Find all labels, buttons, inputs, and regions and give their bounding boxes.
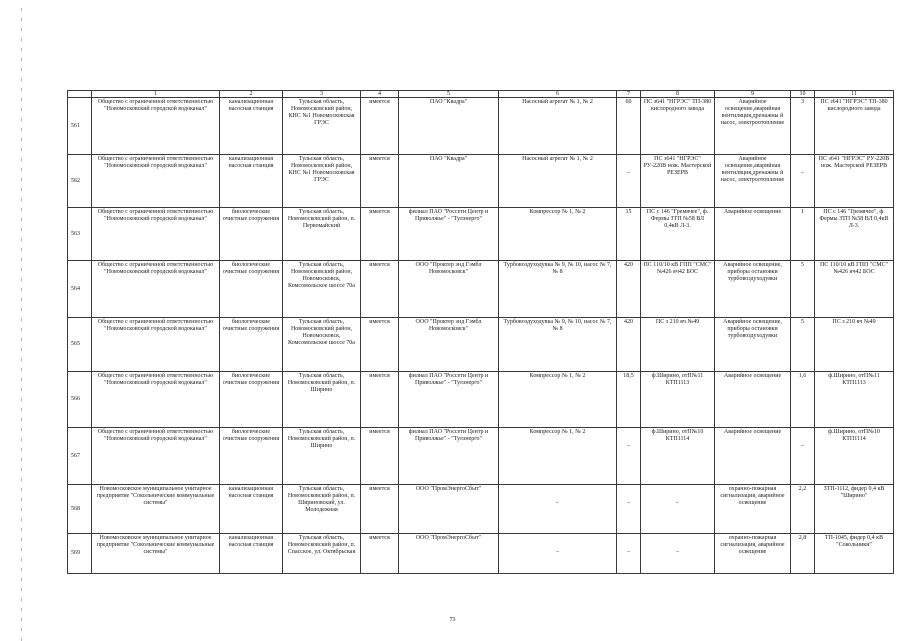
row-number: 562 — [68, 155, 92, 208]
cell-c9: Аварийное освещение, приборы остановки турбовоздуходувки — [715, 261, 791, 318]
cell-c10: 1 — [791, 208, 815, 261]
cell-c4: имеется — [361, 534, 399, 574]
cell-c8 — [641, 534, 715, 574]
row-number: 564 — [68, 261, 92, 318]
cell-c8: ПС з641 "НГРЭС" ТП-380 кислородного завода — [641, 98, 715, 155]
row-number: 565 — [68, 318, 92, 372]
cell-c9: Аварийное освещение,аварийная вентиляция,дренажны й насос, электроотопление — [715, 155, 791, 208]
cell-c11: ЗТП-1112, фидер 0,4 кВ "Ширино" — [815, 485, 894, 534]
cell-c6: Насосный агрегат № 1, № 2 — [499, 155, 617, 208]
dash-value: – — [627, 549, 630, 555]
cell-c10 — [791, 155, 815, 208]
column-header-2: 2 — [220, 91, 283, 98]
dash-value: – — [801, 170, 804, 176]
cell-c11: ПС з641 "НГРЭС" ТП-380 кислородного завода — [815, 98, 894, 155]
dash-value: – — [627, 500, 630, 506]
cell-c4: имеется — [361, 261, 399, 318]
cell-c2: биологические очистные сооружения — [220, 208, 283, 261]
cell-c10 — [791, 428, 815, 485]
cell-c1: Общество с ограниченной ответственностью "Новомосковский городской водоканал" — [92, 318, 220, 372]
cell-c2: канализационная насосная станция — [220, 155, 283, 208]
cell-c9: Аварийное освещение — [715, 428, 791, 485]
cell-c8: ф.Ширино, отП№11 КТП1113 — [641, 372, 715, 428]
cell-c6: Компрессор № 1, № 2 — [499, 428, 617, 485]
table-row — [68, 428, 894, 485]
cell-c7 — [617, 485, 641, 534]
dash-value: – — [801, 443, 804, 449]
cell-c9: Аварийное освещение,аварийная вентиляция,дренажны й насос, электроотопление — [715, 98, 791, 155]
cell-c4: имеется — [361, 155, 399, 208]
cell-c3: Тульская область, Новомосковский район, п. Ширино — [283, 428, 361, 485]
cell-c5: филиал ПАО "Россети Центр и Приволжье" - "Тулэнерго" — [399, 372, 499, 428]
cell-c9: охранно-пожарная сигнализация, аварийное освещение — [715, 485, 791, 534]
cell-c4: имеется — [361, 318, 399, 372]
column-header-5: 5 — [399, 91, 499, 98]
cell-c1: Общество с ограниченной ответственностью "Новомосковский городской водоканал" — [92, 98, 220, 155]
cell-c3: Тульская область, Новомосковский район, п. Ширино — [283, 372, 361, 428]
row-number: 567 — [68, 428, 92, 485]
cell-c2: биологические очистные сооружения — [220, 261, 283, 318]
cell-c2: канализационная насосная станция — [220, 485, 283, 534]
column-header-7: 7 — [617, 91, 641, 98]
cell-c7 — [617, 155, 641, 208]
table-row — [68, 534, 894, 574]
dash-value: – — [556, 549, 559, 555]
cell-c11: ПС 110/10 кВ ГПП "СМС" №426 яч42 БОС — [815, 261, 894, 318]
cell-c11: ф.Ширино, отП№11 КТП1113 — [815, 372, 894, 428]
table-row — [68, 318, 894, 372]
cell-c7: 420 — [617, 318, 641, 372]
cell-c10: 3 — [791, 98, 815, 155]
dash-value: – — [627, 170, 630, 176]
cell-c1: Общество с ограниченной ответственностью "Новомосковский городской водоканал" — [92, 208, 220, 261]
dash-value: – — [676, 549, 679, 555]
binding-margin-marks — [21, 0, 23, 640]
cell-c8: ПС з641 "НГРЭС" РУ-220В нож. Мастерской РЕЗЕРВ — [641, 155, 715, 208]
cell-c10: 5 — [791, 318, 815, 372]
cell-c10: 2,8 — [791, 534, 815, 574]
column-header-10: 10 — [791, 91, 815, 98]
table-row — [68, 485, 894, 534]
column-header-1: 1 — [92, 91, 220, 98]
table-row — [68, 261, 894, 318]
cell-c3: Тульская область, Новомосковский район, п. Спасское, ул. Октябрьская — [283, 534, 361, 574]
cell-c6: Насосный агрегат № 1, № 2 — [499, 98, 617, 155]
cell-c1: Общество с ограниченной ответственностью "Новомосковский городской водоканал" — [92, 372, 220, 428]
cell-c8 — [641, 485, 715, 534]
row-number: 563 — [68, 208, 92, 261]
cell-c3: Тульская область, Новомосковский район, КНС №1 Новомосковская ГРЭС — [283, 98, 361, 155]
cell-c5: ООО "Проктер энд Гэмбл Новомосковск" — [399, 261, 499, 318]
cell-c3: Тульская область, Новомосковский район, Новомосковск, Комсомольское шоссе 70а — [283, 318, 361, 372]
cell-c6: Компрессор № 1, № 2 — [499, 208, 617, 261]
cell-c6: Компрессор № 1, № 2 — [499, 372, 617, 428]
cell-c7: 15 — [617, 208, 641, 261]
cell-c5: ООО "ПромЭнергоСбыт" — [399, 485, 499, 534]
cell-c5: ООО "Проктер энд Гэмбл Новомосковск" — [399, 318, 499, 372]
cell-c2: биологические очистные сооружения — [220, 428, 283, 485]
cell-c2: биологические очистные сооружения — [220, 318, 283, 372]
cell-c4: имеется — [361, 485, 399, 534]
cell-c8: ф.Ширино, отП№10 КТП1114 — [641, 428, 715, 485]
header-row — [68, 91, 894, 98]
cell-c1: Новомосковское муниципальное унитарное предприятие "Сокольнические коммунальные системы" — [92, 534, 220, 574]
dash-value: – — [556, 500, 559, 506]
cell-c11: ПС з641 "НГРЭС" РУ-220В нож. Мастерской РЕЗЕРВ — [815, 155, 894, 208]
cell-c11: ф.Ширино, отП№10 КТП1114 — [815, 428, 894, 485]
cell-c3: Тульская область, Новомосковский район, КНС №1 Новомосковская ГРЭС — [283, 155, 361, 208]
cell-c1: Общество с ограниченной ответственностью "Новомосковский городской водоканал" — [92, 261, 220, 318]
cell-c11: ТП-1045, фидер 0,4 кВ "Сокольники" — [815, 534, 894, 574]
cell-c8: ПС 110/10 кВ ГПП "СМС" №426 яч42 БОС — [641, 261, 715, 318]
cell-c3: Тульская область, Новомосковский район, п. Шириновский, ул. Молодежная — [283, 485, 361, 534]
table-row — [68, 372, 894, 428]
cell-c5: ООО "ПромЭнергоСбыт" — [399, 534, 499, 574]
cell-c9: Аварийное освещение — [715, 208, 791, 261]
cell-c10: 5 — [791, 261, 815, 318]
cell-c6: Турбовоздуходувка № 9, № 10, насос № 7, № 8 — [499, 261, 617, 318]
column-header-4: 4 — [361, 91, 399, 98]
row-number: 569 — [68, 534, 92, 574]
column-header-11: 11 — [815, 91, 894, 98]
cell-c4: имеется — [361, 428, 399, 485]
cell-c4: имеется — [361, 98, 399, 155]
cell-c4: имеется — [361, 208, 399, 261]
cell-c5: филиал ПАО "Россети Центр и Приволжье" - "Тулэнерго" — [399, 208, 499, 261]
cell-c2: канализационная насосная станция — [220, 534, 283, 574]
cell-c5: ПАО "Квадра" — [399, 155, 499, 208]
dash-value: – — [676, 500, 679, 506]
dash-value: – — [627, 443, 630, 449]
cell-c1: Общество с ограниченной ответственностью "Новомосковский городской водоканал" — [92, 155, 220, 208]
cell-c9: охранно-пожарная сигнализация, аварийное освещение — [715, 534, 791, 574]
row-number: 568 — [68, 485, 92, 534]
row-number: 561 — [68, 98, 92, 155]
cell-c10: 2,2 — [791, 485, 815, 534]
cell-c9: Аварийное освещение, приборы остановки турбовоздуходувки — [715, 318, 791, 372]
document-table — [67, 90, 894, 574]
cell-c2: биологические очистные сооружения — [220, 372, 283, 428]
cell-c2: канализационная насосная станция — [220, 98, 283, 155]
cell-c1: Новомосковское муниципальное унитарное предприятие "Сокольнические коммунальные системы" — [92, 485, 220, 534]
cell-c10: 1,6 — [791, 372, 815, 428]
page-number: 73 — [449, 617, 456, 623]
cell-c8: ПС з 210 яч №49 — [641, 318, 715, 372]
cell-c11: ПС з 210 яч №49 — [815, 318, 894, 372]
column-header-6: 6 — [499, 91, 617, 98]
cell-c5: ПАО "Квадра" — [399, 98, 499, 155]
cell-c6 — [499, 534, 617, 574]
cell-c1: Общество с ограниченной ответственностью "Новомосковский городской водоканал" — [92, 428, 220, 485]
cell-c6 — [499, 485, 617, 534]
cell-c5: филиал ПАО "Россети Центр и Приволжье" - "Тулэнерго" — [399, 428, 499, 485]
cell-c7: 60 — [617, 98, 641, 155]
cell-c11: ПС с 146 "Гремячее", ф. Фермы ЗТП №58 ВЛ 0,4кВ Л-3. — [815, 208, 894, 261]
cell-c3: Тульская область, Новомосковский район, п. Первомайский — [283, 208, 361, 261]
column-header-9: 9 — [715, 91, 791, 98]
cell-c7 — [617, 534, 641, 574]
table-row — [68, 208, 894, 261]
column-header-3: 3 — [283, 91, 361, 98]
cell-c7: 420 — [617, 261, 641, 318]
row-number-header — [68, 91, 92, 98]
cell-c3: Тульская область, Новомосковский район, Новомосковск, Комсомольское шоссе 70а — [283, 261, 361, 318]
row-number: 566 — [68, 372, 92, 428]
cell-c7: 18,5 — [617, 372, 641, 428]
cell-c7 — [617, 428, 641, 485]
column-header-8: 8 — [641, 91, 715, 98]
table-row — [68, 98, 894, 155]
cell-c6: Турбовоздуходувка № 9, № 10, насос № 7, № 8 — [499, 318, 617, 372]
cell-c8: ПС с 146 "Гремячее", ф. Фермы ЗТП №58 ВЛ 0,4кВ Л-3. — [641, 208, 715, 261]
table-row — [68, 155, 894, 208]
cell-c4: имеется — [361, 372, 399, 428]
cell-c9: Аварийное освещение — [715, 372, 791, 428]
